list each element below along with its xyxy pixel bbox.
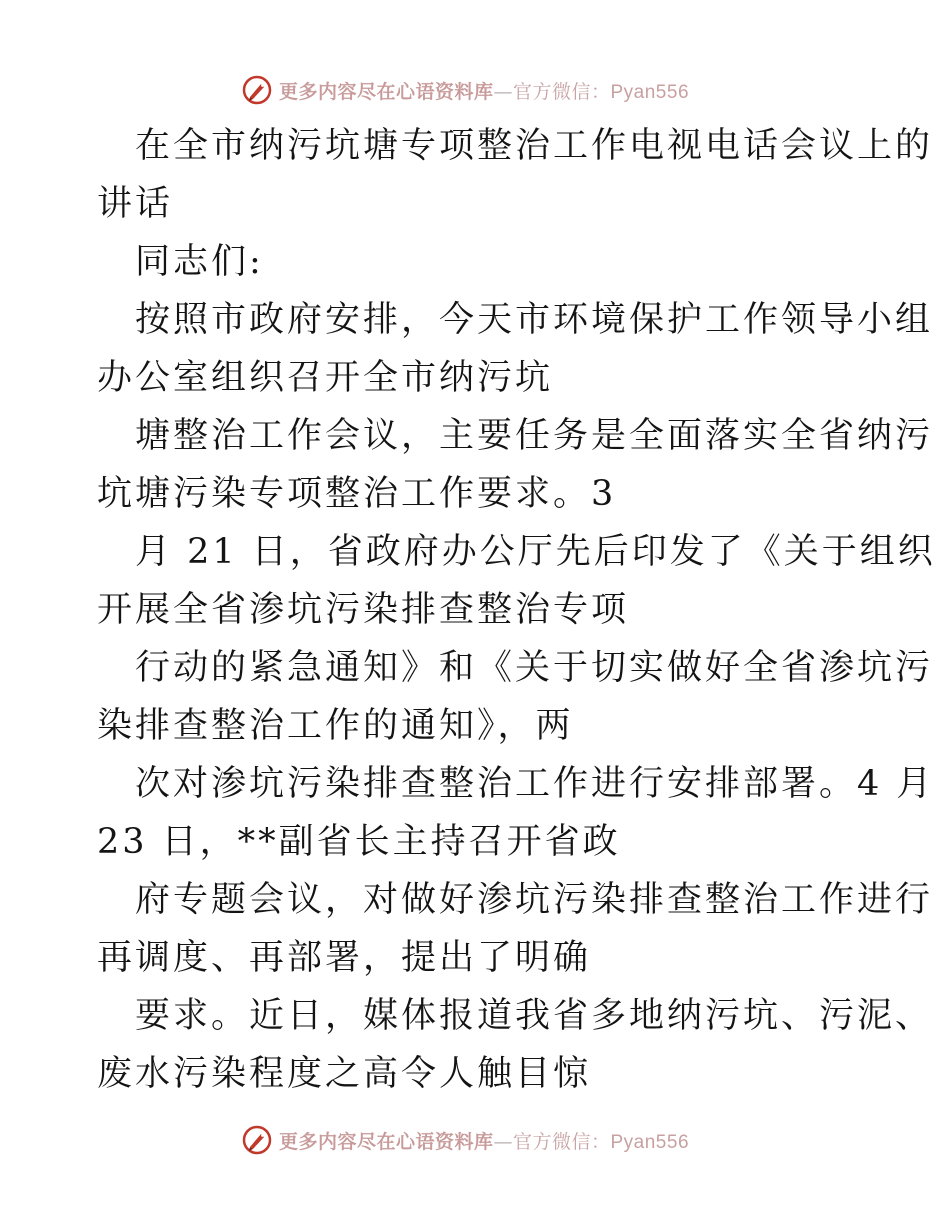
banner-text [279,77,689,104]
body-line: 要求。近日，媒体报道我省多地纳污坑、污泥、 [135,996,934,1036]
body-line: 开展全省渗坑污染排查整治专项 [97,590,630,630]
body-line: 染排查整治工作的通知》，两 [97,706,574,746]
body-line: 23 日，**副省长主持召开省政 [97,822,621,862]
body-line: 府专题会议，对做好渗坑污染排查整治工作进行 [135,880,934,920]
body-line: 坑塘污染专项整治工作要求。3 [97,474,617,514]
footer-banner [0,1120,950,1160]
banner-separator: — [493,80,513,103]
body-line: 办公室组织召开全市纳污坑 [97,358,554,398]
body-line: 次对渗坑污染排查整治工作进行安排部署。4 月 [135,764,935,804]
body-line: 月 21 日，省政府办公厅先后印发了《关于组织 [135,532,936,572]
pen-logo-icon [241,74,273,106]
banner-separator: — [493,1130,513,1153]
banner-official-label: 官方微信： [512,1130,611,1153]
body-line: 塘整治工作会议，主要任务是全面落实全省纳污 [135,416,934,456]
document-title-line: 讲话 [97,184,174,224]
banner-text [279,1127,689,1154]
banner-wechat-id: Pyan556 [610,81,690,103]
body-line: 行动的紧急通知》和《关于切实做好全省渗坑污 [135,648,934,688]
header-banner [0,70,950,110]
body-line: 废水污染程度之高令人触目惊 [97,1054,592,1094]
banner-official-label: 官方微信： [512,80,611,103]
pen-logo-icon [241,1124,273,1156]
body-line: 同志们: [135,242,264,282]
banner-main-text: 更多内容尽在心语资料库 [278,1130,494,1153]
banner-wechat-id: Pyan556 [610,1131,690,1153]
document-body [97,117,936,1103]
banner-main-text: 更多内容尽在心语资料库 [278,80,494,103]
body-line: 按照市政府安排，今天市环境保护工作领导小组 [135,300,934,340]
body-line: 再调度、再部署，提出了明确 [97,938,592,978]
document-title-line: 在全市纳污坑塘专项整治工作电视电话会议上的 [135,126,934,166]
